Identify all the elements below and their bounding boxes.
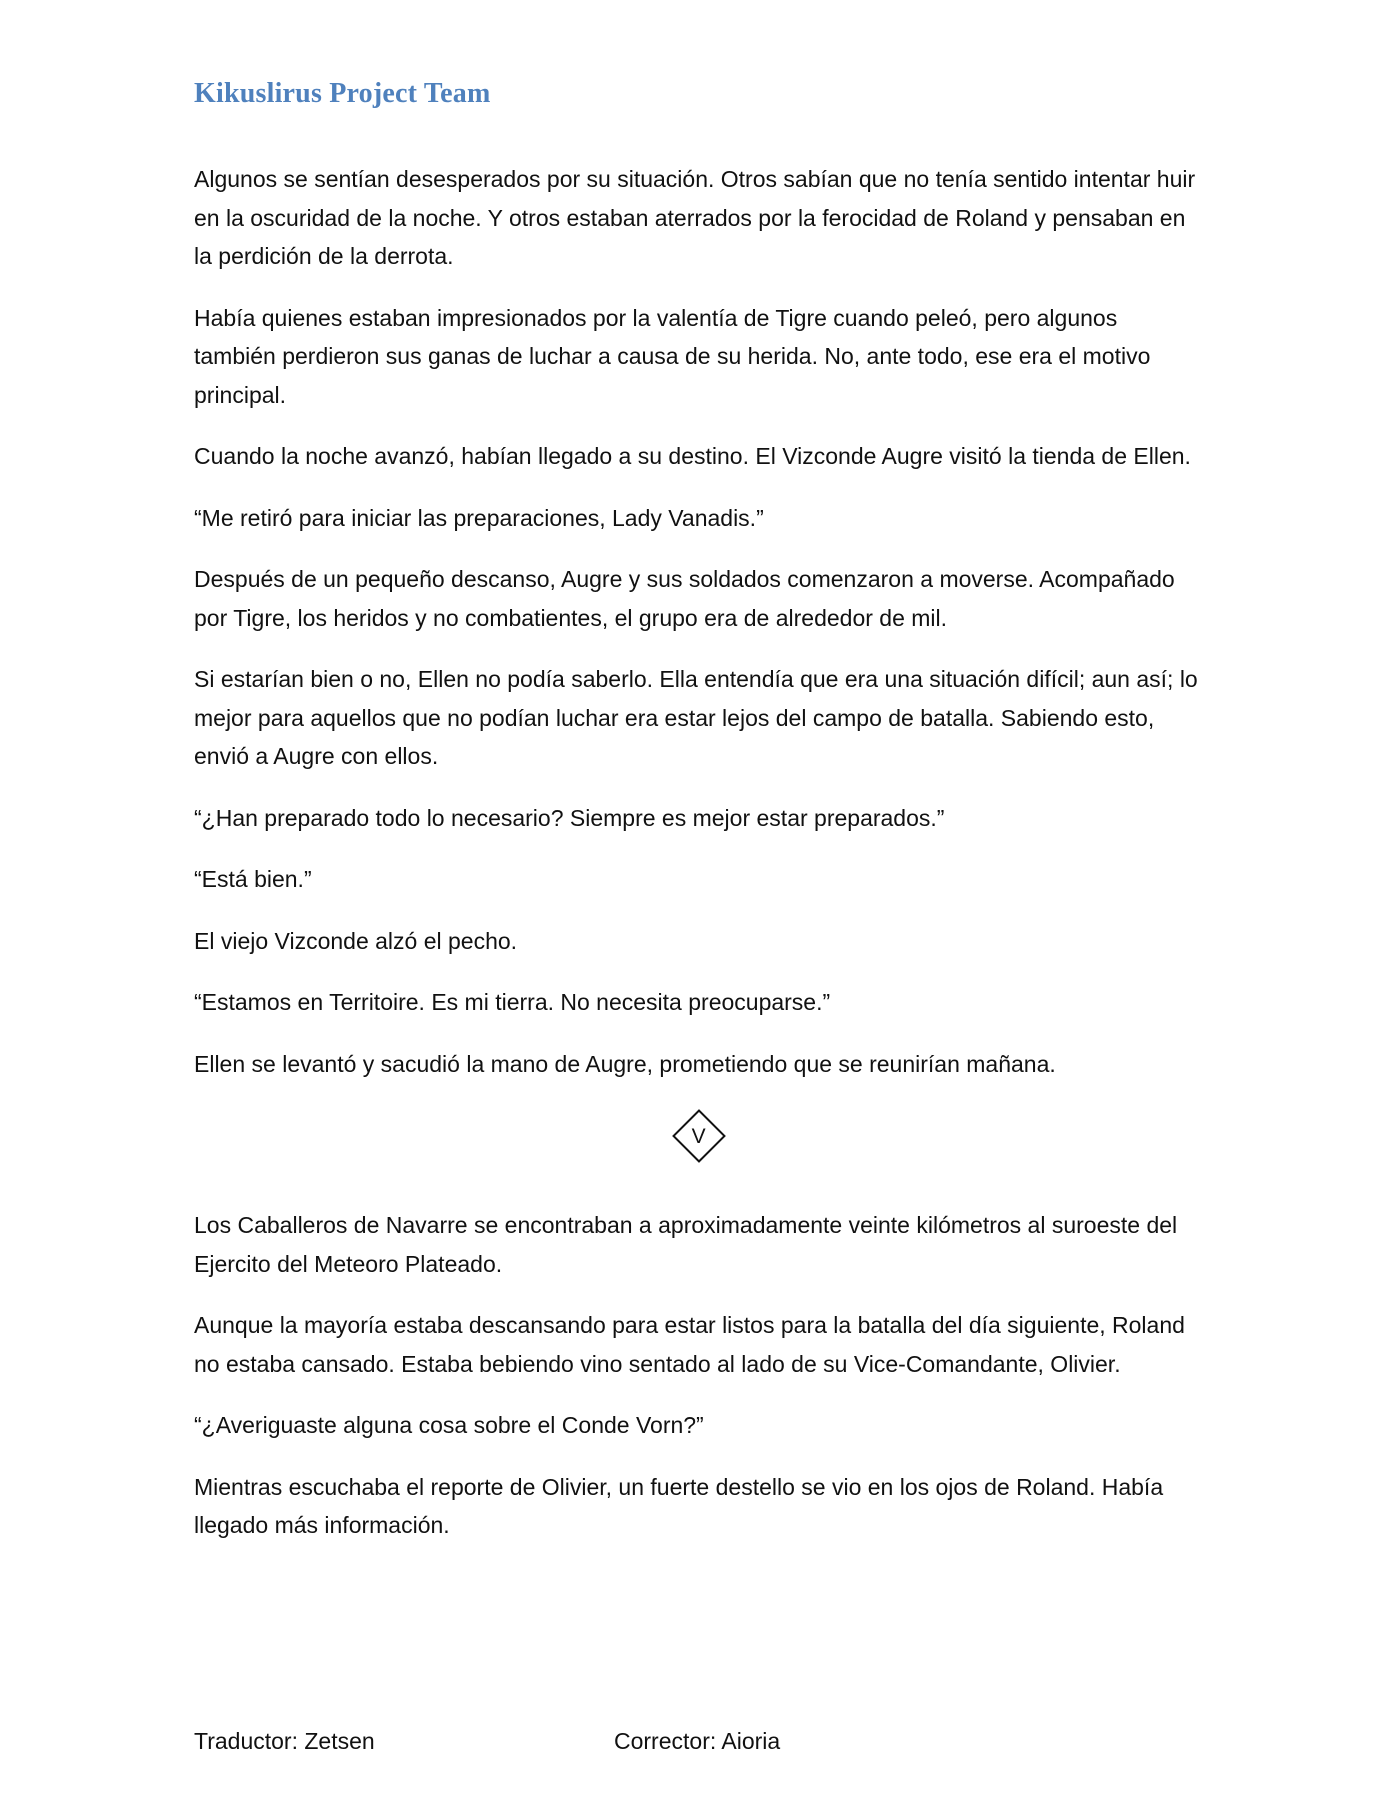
paragraph: Aunque la mayoría estaba descansando para estar listos para la batalla del día siguiente, Roland no estaba cansado. Estaba bebiendo vino sentado al lado de su Vice-Comandante, Olivier. xyxy=(194,1312,1185,1377)
paragraph: Algunos se sentían desesperados por su situación. Otros sabían que no tenía sentido intentar huir en la oscuridad de la noche. Y otros estaban aterrados por la ferocidad de Roland y pensaban en la perdición de la derrota. xyxy=(194,166,1196,269)
paragraph: Ellen se levantó y sacudió la mano de Augre, prometiendo que se reunirían mañana. xyxy=(194,1050,1056,1077)
paragraph: “Me retiró para iniciar las preparaciones, Lady Vanadis.” xyxy=(194,504,764,531)
paragraph: “Está bien.” xyxy=(194,866,312,892)
footer-corrector: Corrector: Aioria xyxy=(614,1728,781,1754)
diamond-v-icon xyxy=(672,1109,726,1163)
paragraph: El viejo Vizconde alzó el pecho. xyxy=(194,927,518,954)
paragraph: Había quienes estaban impresionados por la valentía de Tigre cuando peleó, pero algunos también perdieron sus ganas de luchar a causa de su herida. No, ante todo, ese era el motivo principal. xyxy=(194,304,1151,408)
paragraph: Los Caballeros de Navarre se encontraban a aproximadamente veinte kilómetros al suroeste del Ejercito del Meteoro Plateado. xyxy=(194,1212,1178,1277)
paragraph: Mientras escuchaba el reporte de Olivier, un fuerte destello se vio en los ojos de Roland. Había llegado más información. xyxy=(194,1473,1164,1538)
paragraph: Cuando la noche avanzó, habían llegado a su destino. El Vizconde Augre visitó la tienda de Ellen. xyxy=(194,443,1191,469)
paragraph: “¿Han preparado todo lo necesario? Siempre es mejor estar preparados.” xyxy=(194,804,945,831)
page-header-title: Kikuslirus Project Team xyxy=(194,78,491,109)
paragraph: “¿Averiguaste alguna cosa sobre el Conde Vorn?” xyxy=(194,1412,704,1438)
footer-translator: Traductor: Zetsen xyxy=(194,1728,375,1754)
scene-break xyxy=(194,1106,1204,1166)
paragraph: Después de un pequeño descanso, Augre y sus soldados comenzaron a moverse. Acompañado por Tigre, los heridos y no combatientes, el grupo era de alrededor de mil. xyxy=(194,566,1175,631)
paragraph: “Estamos en Territoire. Es mi tierra. No necesita preocuparse.” xyxy=(194,989,831,1015)
scene-break-letter: V xyxy=(691,1124,707,1148)
body-text xyxy=(194,160,1204,1568)
paragraph: Si estarían bien o no, Ellen no podía saberlo. Ella entendía que era una situación difícil; aun así; lo mejor para aquellos que no podían luchar era estar lejos del campo de batalla. Sabiendo esto, envió a Augre con ellos. xyxy=(194,666,1198,769)
